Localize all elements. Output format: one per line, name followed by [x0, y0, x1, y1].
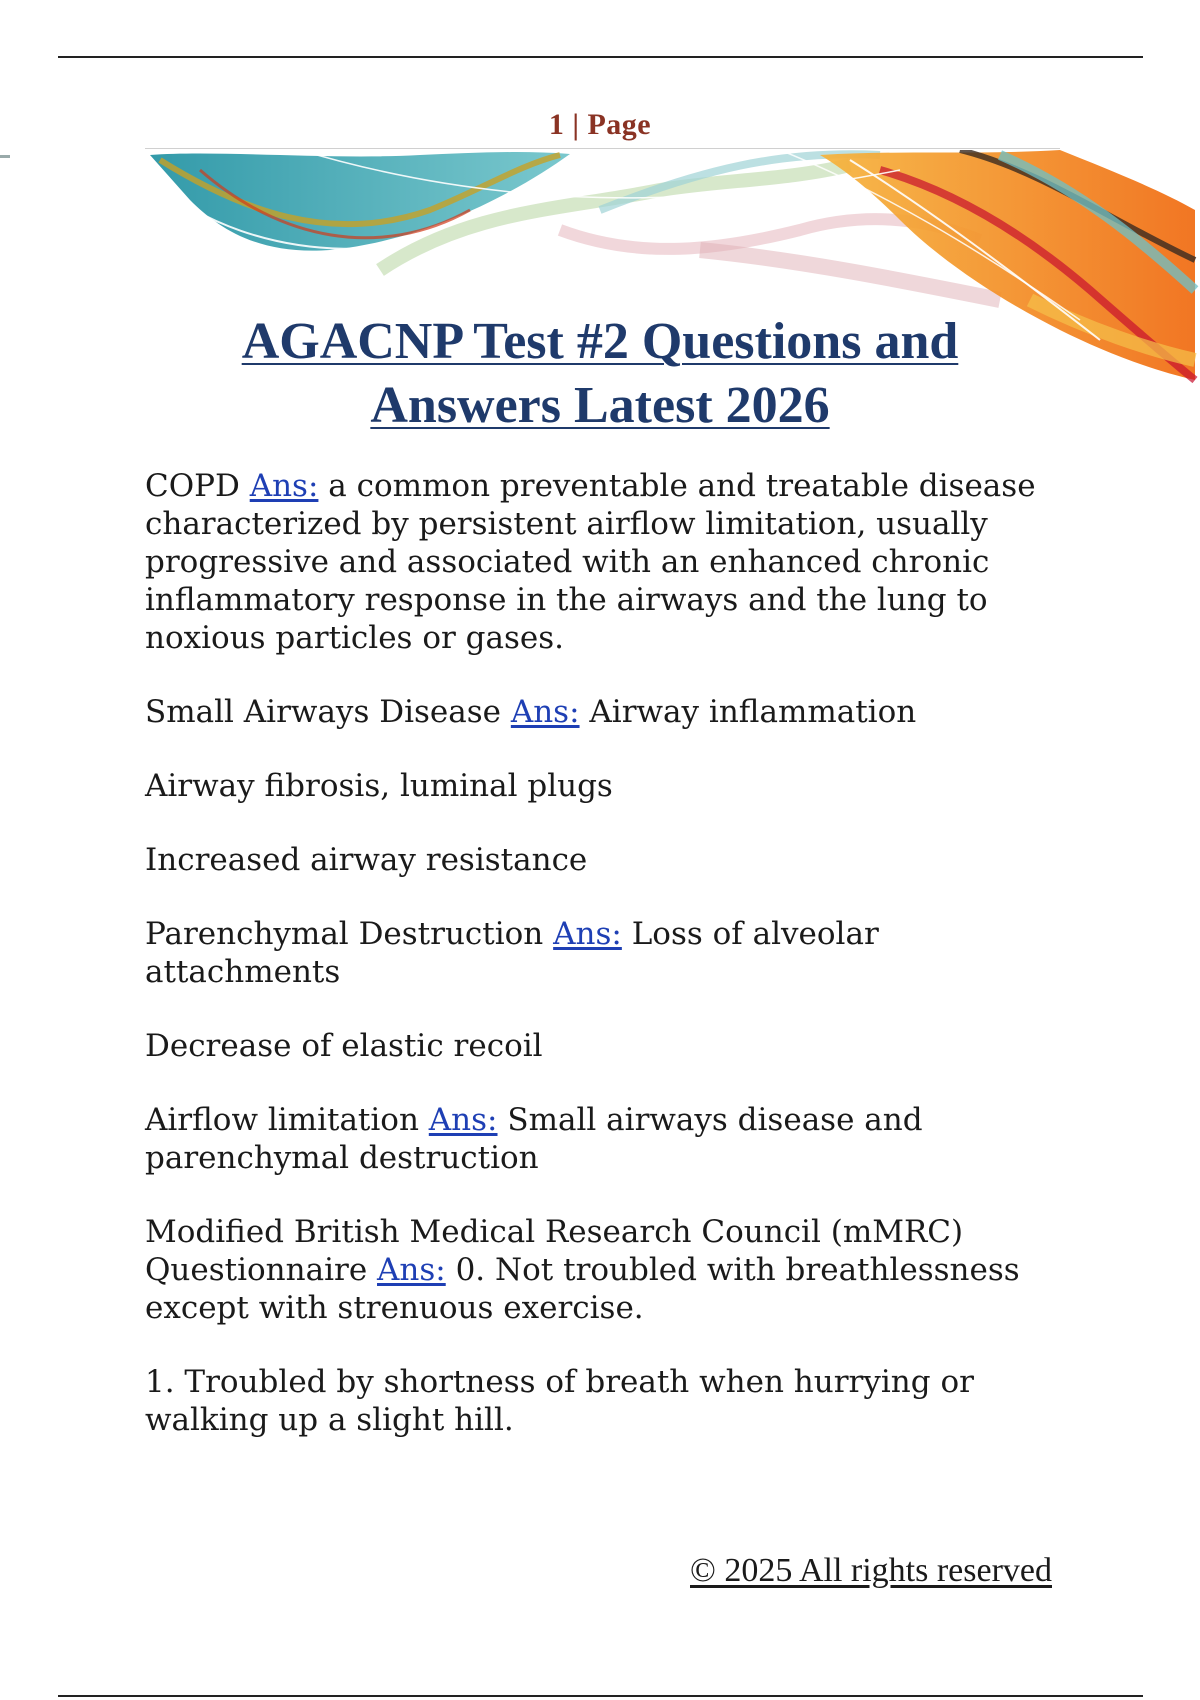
- entry-text: 1. Troubled by shortness of breath when hurrying or walking up a slight hill.: [145, 1364, 974, 1438]
- entry-text: Airway fibrosis, luminal plugs: [145, 768, 613, 804]
- entry-small-airways: [145, 693, 1065, 731]
- entry-mmrc: [145, 1213, 1065, 1327]
- header-rule: [145, 148, 1060, 149]
- entry-answer: 0. Not troubled with breathlessness except with strenuous exercise.: [145, 1252, 1020, 1326]
- copyright-footer: © 2025 All rights reserved: [690, 1552, 1052, 1589]
- entry-text: Increased airway resistance: [145, 842, 588, 878]
- entry-term: Small Airways Disease: [145, 694, 511, 730]
- title-line-1: AGACNP Test #2 Questions and: [241, 313, 959, 370]
- page-number: 1 | Page: [548, 108, 652, 141]
- entry-term: Airflow limitation: [145, 1102, 429, 1138]
- ans-link[interactable]: Ans:: [553, 916, 622, 952]
- entry-term: COPD: [145, 468, 250, 504]
- entry-answer: Small airways disease and parenchymal destruction: [145, 1102, 923, 1176]
- ans-link[interactable]: Ans:: [510, 694, 580, 730]
- entry-term: Parenchymal Destruction: [145, 916, 554, 952]
- qa-content: [145, 467, 1065, 1475]
- entry-copd: [145, 467, 1065, 657]
- document-title: [130, 310, 1070, 438]
- entry-answer: Airway inflammation: [579, 694, 917, 730]
- title-line-2: Answers Latest 2026: [370, 377, 830, 434]
- entry-text: Decrease of elastic recoil: [145, 1028, 543, 1064]
- entry-answer: Loss of alveolar attachments: [145, 916, 879, 990]
- top-rule: [58, 56, 1143, 58]
- bottom-rule: [58, 1695, 1143, 1697]
- entry-parenchymal: [145, 915, 1065, 991]
- ans-link[interactable]: Ans:: [249, 468, 319, 504]
- ans-link[interactable]: Ans:: [428, 1102, 498, 1138]
- entry-airflow: [145, 1101, 1065, 1177]
- entry-term: Modified British Medical Research Council (mMRC) Questionnaire: [145, 1214, 964, 1288]
- entry-answer: a common preventable and treatable disease characterized by persistent airflow limitation, usually progressive and associated with an enhanced chronic inflammatory response in the airways and the lung to noxious particles or gases.: [145, 468, 1036, 656]
- ans-link[interactable]: Ans:: [377, 1252, 446, 1288]
